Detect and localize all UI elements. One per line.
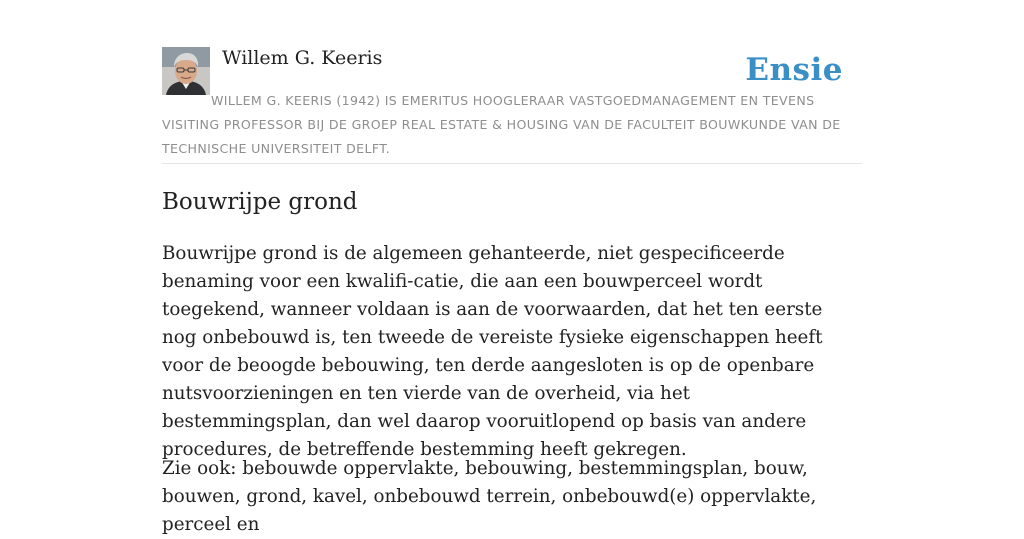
see-also-list: Zie ook: bebouwde oppervlakte, bebouwing, bestemmingsplan, bouw, bouwen, grond, kavel, onbebouwd terrein, onbebouwd(e) oppervlakte, perceel en [162,458,817,535]
article [162,0,862,535]
author-header [162,0,862,164]
author-avatar [162,47,210,95]
author-bio: WILLEM G. KEERIS (1942) IS EMERITUS HOOGLERAAR VASTGOEDMANAGEMENT EN TEVENS VISITING PROFESSOR BIJ DE GROEP REAL ESTATE & HOUSING VAN DE FACULTEIT BOUWKUNDE VAN DE TECHNISCHE UNIVERSITEIT DELFT. [162,93,841,156]
term-title: Bouwrijpe grond [162,189,358,215]
author-portrait-image [162,47,210,95]
term-definition: Bouwrijpe grond is de algemeen gehanteerde, niet gespecificeerde benaming voor een kwalifi-catie, die aan een bouwperceel wordt toegekend, wanneer voldaan is aan de voorwaarden, dat het ten eerste nog onbebouwd is, ten tweede de vereiste fysieke eigenschappen heeft voor de beoogde bebouwing, ten derde aangesloten is op de openbare nutsvoorzieningen en ten vierde van de overheid, via het bestemmingsplan, dan wel daarop vooruitlopend op basis van andere procedures, de betreffende bestemming heeft gekregen. [162,243,823,460]
author-name[interactable]: Willem G. Keeris [222,47,383,69]
ensie-logo[interactable]: Ensie [745,52,843,88]
